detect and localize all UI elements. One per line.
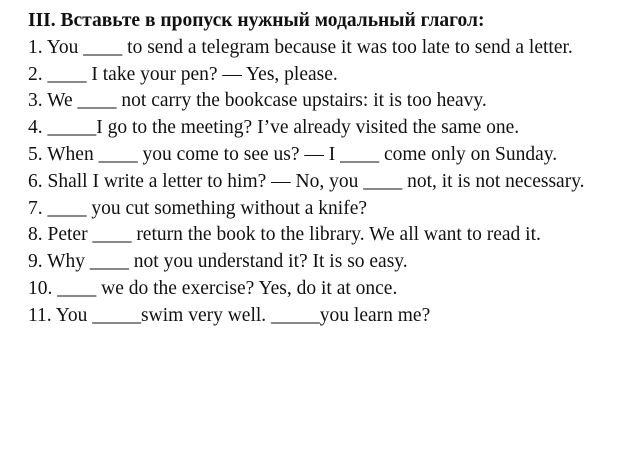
exercise-title: III. Вставьте в пропуск нужный модальный глагол: bbox=[28, 10, 485, 31]
exercise-item-3: 3. We ____ not carry the bookcase upstairs: it is too heavy. bbox=[28, 90, 487, 112]
exercise-item-1: 1. You ____ to send a telegram because it was too late to send a letter. bbox=[28, 36, 573, 58]
exercise-item-5: 5. When ____ you come to see us? — I ____ come only on Sunday. bbox=[28, 143, 558, 165]
exercise-item-2: 2. ____ I take your pen? — Yes, please. bbox=[28, 63, 338, 85]
exercise-item-11: 11. You _____swim very well. _____you learn me? bbox=[28, 304, 431, 326]
exercise-item-4: 4. _____I go to the meeting? I’ve already visited the same one. bbox=[28, 117, 520, 139]
exercise-item-10: 10. ____ we do the exercise? Yes, do it at once. bbox=[28, 277, 398, 299]
exercise-item-6: 6. Shall I write a letter to him? — No, you ____ not, it is not necessary. bbox=[28, 170, 585, 192]
exercise-item-9: 9. Why ____ not you understand it? It is so easy. bbox=[28, 251, 408, 273]
exercise-item-8: 8. Peter ____ return the book to the library. We all want to read it. bbox=[28, 224, 541, 246]
exercise-item-7: 7. ____ you cut something without a knife? bbox=[28, 197, 368, 219]
exercise-page bbox=[28, 8, 610, 330]
